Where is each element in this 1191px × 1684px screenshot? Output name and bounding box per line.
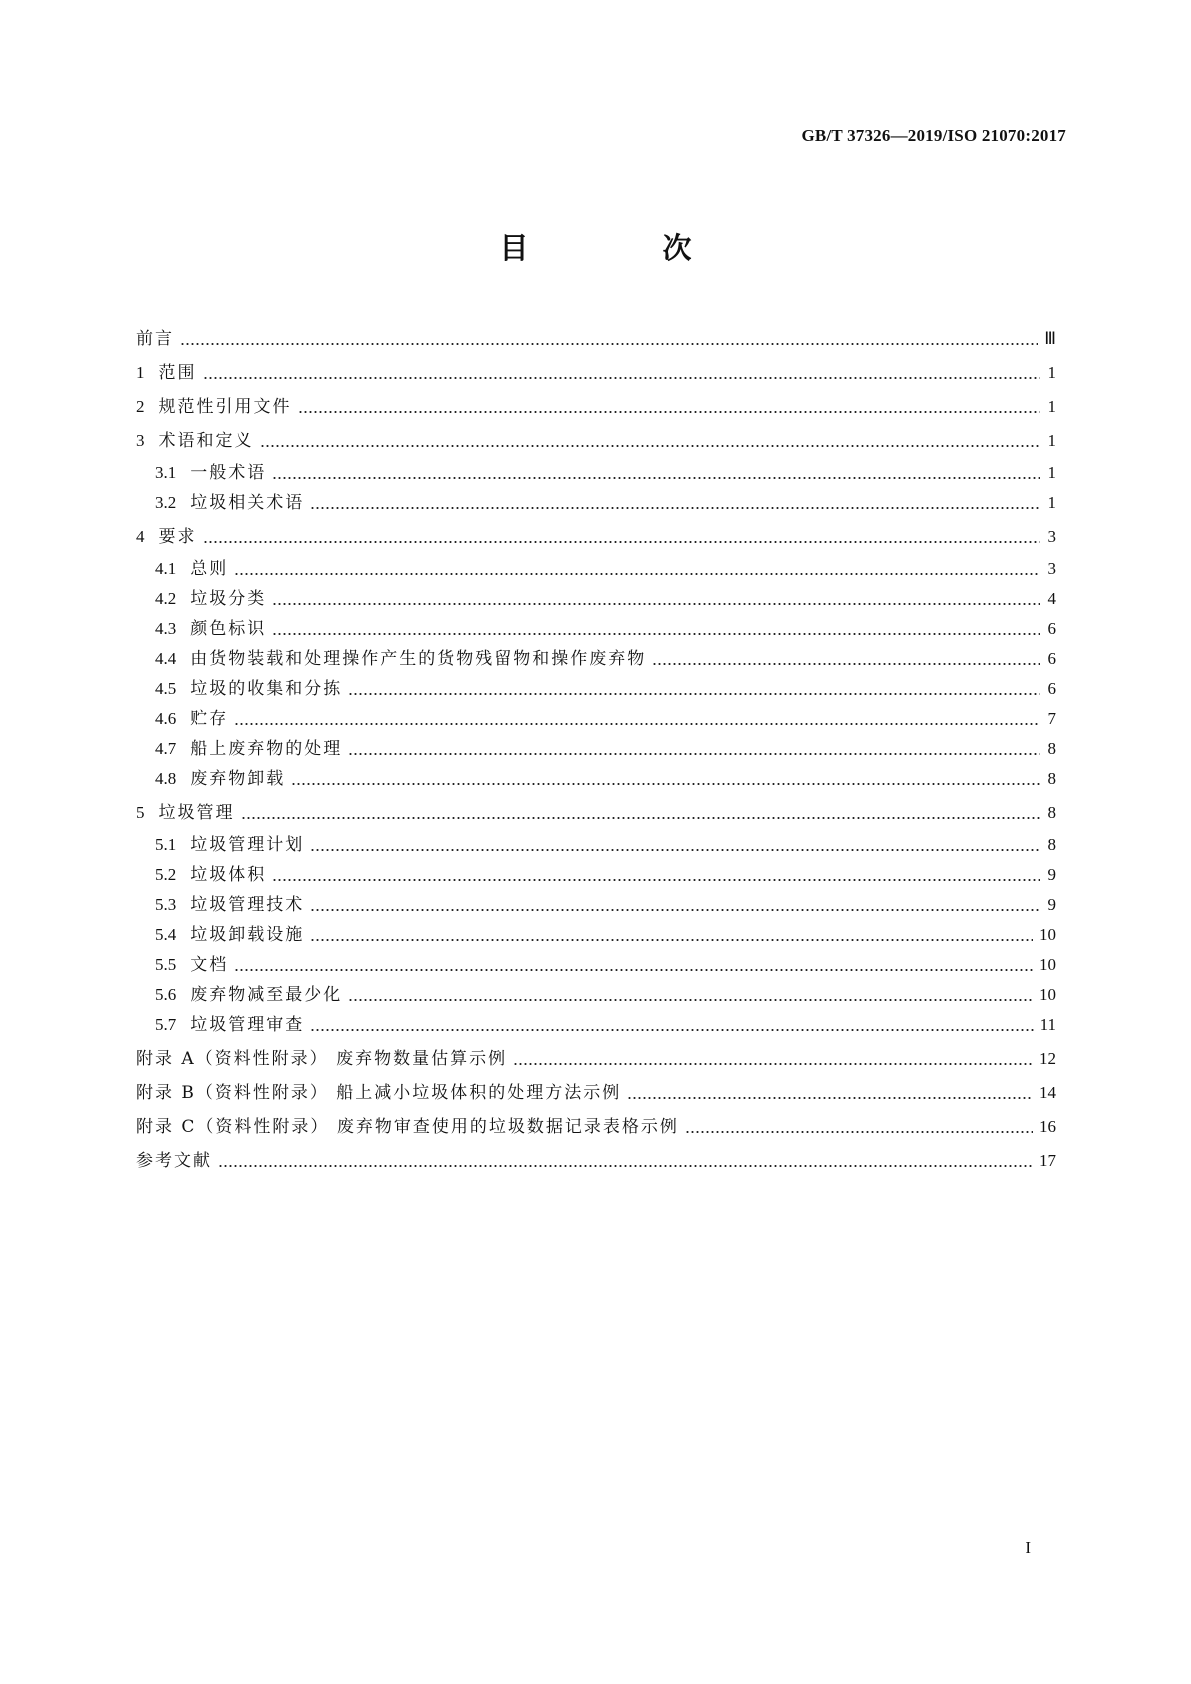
toc-entry-number: 5.4	[155, 925, 177, 944]
toc-entry-page: 3	[1047, 527, 1056, 546]
toc-entry-page: 16	[1039, 1117, 1056, 1136]
toc-entry-title: 垃圾管理技术	[190, 895, 305, 915]
toc-entry-page: 4	[1047, 589, 1056, 608]
toc-entry[interactable]	[136, 428, 1056, 454]
toc-leader-dots	[310, 896, 1040, 912]
toc-entry[interactable]	[155, 832, 1056, 858]
toc-entry-title: 要求	[158, 527, 197, 547]
toc-entry-title: 垃圾分类	[190, 589, 267, 609]
toc-leader-dots	[310, 926, 1033, 942]
toc-entry-title: 垃圾相关术语	[190, 493, 305, 513]
toc-entry-page: 1	[1047, 397, 1056, 416]
toc-entry[interactable]	[155, 922, 1056, 948]
toc-entry-number: 5.1	[155, 835, 177, 854]
toc-entry-title: 垃圾卸载设施	[190, 925, 305, 945]
toc-entry-title: 规范性引用文件	[158, 397, 292, 417]
toc-entry[interactable]	[155, 646, 1056, 672]
toc-entry-page: 8	[1047, 803, 1056, 822]
toc-entry[interactable]	[155, 952, 1056, 978]
toc-entry[interactable]	[155, 490, 1056, 516]
toc-entry-page: 7	[1047, 709, 1056, 728]
toc-entry-page: 17	[1039, 1151, 1056, 1170]
toc-entry-title: 附录 A（资料性附录） 废弃物数量估算示例	[136, 1049, 508, 1069]
toc-entry-page: 10	[1039, 925, 1056, 944]
toc-entry-number: 4.6	[155, 709, 177, 728]
toc-entry[interactable]	[155, 766, 1056, 792]
toc-entry-page: 10	[1039, 955, 1056, 974]
toc-entry-title: 垃圾的收集和分拣	[190, 679, 343, 699]
toc-entry-title: 总则	[190, 559, 229, 579]
toc-entry-number: 4.7	[155, 739, 177, 758]
toc-leader-dots	[180, 330, 1038, 346]
toc-entry-number: 2	[136, 397, 145, 416]
toc-entry-title: 参考文献	[136, 1151, 212, 1171]
toc-entry-page: 1	[1047, 431, 1056, 450]
toc-leader-dots	[234, 710, 1040, 726]
toc-entry-number: 5.6	[155, 985, 177, 1004]
toc-entry-page: 1	[1047, 463, 1056, 482]
toc-leader-dots	[218, 1152, 1033, 1168]
toc-entry[interactable]	[136, 1114, 1056, 1140]
page-title: 目 次	[499, 231, 754, 265]
toc-entry-page: 8	[1047, 769, 1056, 788]
toc-entry[interactable]	[155, 982, 1056, 1008]
toc-leader-dots	[272, 590, 1040, 606]
toc-entry-number: 5.2	[155, 865, 177, 884]
toc-entry-page: Ⅲ	[1044, 329, 1056, 348]
toc-entry-page: 10	[1039, 985, 1056, 1004]
toc-entry-title: 附录 B（资料性附录） 船上减小垃圾体积的处理方法示例	[136, 1083, 622, 1103]
toc-leader-dots	[272, 464, 1040, 480]
toc-entry[interactable]	[155, 1012, 1056, 1038]
toc-entry-title: 附录 C（资料性附录） 废弃物审查使用的垃圾数据记录表格示例	[136, 1117, 679, 1137]
toc-entry-page: 14	[1039, 1083, 1056, 1102]
toc-leader-dots	[234, 956, 1033, 972]
toc-entry-title: 垃圾管理计划	[190, 835, 305, 855]
toc-entry-number: 5.7	[155, 1015, 177, 1034]
toc-entry-number: 3	[136, 431, 145, 450]
toc-entry[interactable]	[155, 706, 1056, 732]
toc-entry-number: 5.3	[155, 895, 177, 914]
toc-entry-page: 1	[1047, 493, 1056, 512]
toc-entry[interactable]	[155, 736, 1056, 762]
toc-entry-page: 1	[1047, 363, 1056, 382]
toc-entry[interactable]	[155, 616, 1056, 642]
toc-entry[interactable]	[155, 586, 1056, 612]
toc-entry-title: 贮存	[190, 709, 229, 729]
toc-entry[interactable]	[155, 556, 1056, 582]
toc-leader-dots	[310, 1016, 1033, 1032]
toc-entry-page: 11	[1039, 1015, 1056, 1034]
toc-entry-title: 垃圾管理审查	[190, 1015, 305, 1035]
toc-leader-dots	[685, 1118, 1033, 1134]
toc-entry-title: 船上废弃物的处理	[190, 739, 343, 759]
toc-entry[interactable]	[136, 326, 1056, 352]
toc-leader-dots	[272, 620, 1040, 636]
toc-entry-page: 6	[1047, 649, 1056, 668]
toc-entry[interactable]	[155, 892, 1056, 918]
toc-entry-number: 5	[136, 803, 145, 822]
toc-entry-number: 4.5	[155, 679, 177, 698]
toc-entry-title: 颜色标识	[190, 619, 267, 639]
toc-leader-dots	[234, 560, 1040, 576]
toc-entry-title: 垃圾体积	[190, 865, 267, 885]
toc-leader-dots	[260, 432, 1041, 448]
toc-leader-dots	[310, 836, 1040, 852]
toc-entry-number: 4	[136, 527, 145, 546]
toc-entry[interactable]	[155, 862, 1056, 888]
toc-entry-number: 3.1	[155, 463, 177, 482]
toc-leader-dots	[203, 364, 1041, 380]
toc-leader-dots	[241, 804, 1041, 820]
toc-entry-page: 6	[1047, 679, 1056, 698]
toc-entry-title: 文档	[190, 955, 229, 975]
toc-entry-title: 废弃物减至最少化	[190, 985, 343, 1005]
toc-entry-title: 由货物装载和处理操作产生的货物残留物和操作废弃物	[190, 649, 647, 669]
toc-entry-number: 3.2	[155, 493, 177, 512]
toc-entry[interactable]	[136, 1046, 1056, 1072]
toc-entry-title: 前言	[136, 329, 174, 349]
toc-entry[interactable]	[155, 460, 1056, 486]
toc-entry-number: 4.1	[155, 559, 177, 578]
toc-entry-title: 术语和定义	[158, 431, 254, 451]
standard-code: GB/T 37326—2019/ISO 21070:2017	[801, 126, 1066, 145]
toc-leader-dots	[272, 866, 1040, 882]
toc-entry-number: 4.3	[155, 619, 177, 638]
toc-leader-dots	[627, 1084, 1033, 1100]
toc-entry-number: 4.2	[155, 589, 177, 608]
toc-entry-page: 6	[1047, 619, 1056, 638]
toc-entry[interactable]	[136, 1080, 1056, 1106]
toc-entry-page: 9	[1047, 895, 1056, 914]
toc-entry-page: 12	[1039, 1049, 1056, 1068]
toc-entry-title: 垃圾管理	[158, 803, 235, 823]
toc-leader-dots	[348, 986, 1033, 1002]
toc-entry-number: 4.8	[155, 769, 177, 788]
toc-entry[interactable]	[136, 360, 1056, 386]
toc-entry-page: 8	[1047, 835, 1056, 854]
toc-entry-title: 范围	[158, 363, 197, 383]
toc-entry[interactable]	[155, 676, 1056, 702]
toc-entry-number: 5.5	[155, 955, 177, 974]
toc-entry-title: 废弃物卸载	[190, 769, 286, 789]
toc-leader-dots	[203, 528, 1041, 544]
toc-entry[interactable]	[136, 394, 1056, 420]
toc-entry[interactable]	[136, 800, 1056, 826]
toc-entry-page: 9	[1047, 865, 1056, 884]
toc-entry-number: 4.4	[155, 649, 177, 668]
toc-entry-title: 一般术语	[190, 463, 267, 483]
toc-leader-dots	[348, 740, 1040, 756]
toc-leader-dots	[652, 650, 1040, 666]
toc-entry-page: 8	[1047, 739, 1056, 758]
toc-leader-dots	[298, 398, 1041, 414]
toc-leader-dots	[513, 1050, 1033, 1066]
page-number: I	[1025, 1538, 1031, 1557]
toc-leader-dots	[348, 680, 1040, 696]
toc-entry[interactable]	[136, 1148, 1056, 1174]
toc-entry-number: 1	[136, 363, 145, 382]
toc-leader-dots	[291, 770, 1040, 786]
toc-entry[interactable]	[136, 524, 1056, 550]
toc-entry-page: 3	[1047, 559, 1056, 578]
toc-leader-dots	[310, 494, 1040, 510]
